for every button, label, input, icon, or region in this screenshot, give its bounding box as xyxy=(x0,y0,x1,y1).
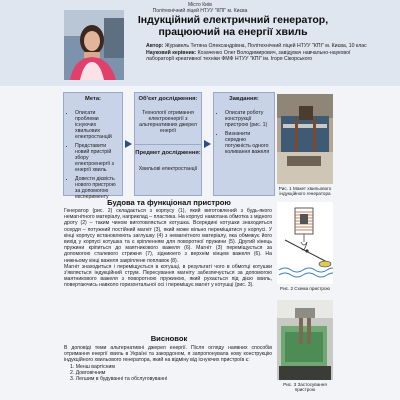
list-item: • Описати роботу конструкції пристрою (рис. 1) xyxy=(225,110,271,128)
author-photo xyxy=(64,10,124,80)
list-item: • Довести дієвість нового пристрою за допомогою експерименту xyxy=(75,176,119,200)
arrow-right-icon xyxy=(204,140,211,148)
school-label: Політехнічний ліцей НТУУ "КПІ" м. Києва xyxy=(152,8,248,14)
author-value: Журавель Тетяна Олександрівна, Політехнічний ліцей НТУУ "КПІ" м. Києва, 10 клас xyxy=(164,43,367,49)
conclusion-text xyxy=(64,345,272,382)
conclusion-intro: В доповіді теми альтернативні джерел енергії. Після огляду наявних способів отримання енергії хвиль в Україні та закордоном, я запропонувала нову конструкцію індукційного хвильового генератора, який на відміну від існуючих пристроїв є: xyxy=(64,345,272,364)
figure-1-image xyxy=(277,94,333,184)
goal-list xyxy=(64,110,122,200)
figure-2-diagram xyxy=(277,202,333,284)
tasks-list xyxy=(214,110,274,155)
list-item: • Визначити середню потужність одного коливання важеля xyxy=(225,131,271,155)
subject-title: Предмет дослідження: xyxy=(135,150,201,156)
supervisor-value: Козаченко Олег Володимирович, завідувач навчально-наукової лабораторії креативної техніки ФМФ НТУУ "КПІ" ім. Ігоря Сікорського xyxy=(146,50,351,63)
author-label: Автор: xyxy=(146,43,164,49)
structure-paragraph: Генератор (рис. 2) складається з корпусу (1), який виготовлений з будь-якого немагнітного матеріалу, наприклад – пластика. На корпусі намотана обмотка з мідного дроту (2) – таким чином виготовляється котушка. Всередині котушки знаходиться осердя – потужний постійний магніт (3), який може вільно переміщатися у корпусі. У кінці корпусу встановлюють заглушку (4) з немагнітного матеріалу, яка обмежує його вихід у корпусі котушка та є кріпленням для поворотної пружини (5). Другий кінець пружини кріпиться до маятникового важеля (6). Магніт (3) переміщується за допомогою сталевого стрижня (7), зідниюего з верхнім кінцем важеля (6). На нижньому кінці важеля закріплене поплавок (8). xyxy=(64,208,272,264)
conclusion-list xyxy=(64,364,272,383)
figure-1-caption: Рис. 1 Макет хвильового індукційного генератора xyxy=(278,186,332,197)
arrow-right-icon xyxy=(125,140,132,148)
object-text: Технології отримання електроенергії з альтернативних джерел енергії xyxy=(139,110,197,134)
city-label: Місто Київ xyxy=(188,2,212,8)
list-item: 3. Легшим в будуванні та обслуговуванні xyxy=(70,376,168,383)
object-subject-box xyxy=(134,92,202,196)
subject-text: Хвильові електростанції xyxy=(138,166,198,172)
poster-header xyxy=(0,0,400,86)
structure-text xyxy=(64,208,272,289)
list-item: 2. Довговічним xyxy=(70,369,106,376)
poster-title: Індукційний електричний генератор, працюючий на енергії хвиль xyxy=(137,14,329,38)
list-item: • Описати проблеми існуючих хвильових електростанцій xyxy=(75,110,119,140)
list-item: • Представити новий пристрій збору електроенергії з енергії хвиль xyxy=(75,143,119,173)
box-divider xyxy=(135,144,201,145)
structure-heading: Будова та функціонал пристрою xyxy=(107,198,231,207)
list-item: 1. Менш вартісним xyxy=(70,363,115,370)
figure-2-caption: Рис. 2 Схема пристрою xyxy=(280,286,330,291)
research-boxes xyxy=(63,92,275,200)
goal-title: Мета: xyxy=(85,96,101,102)
tasks-box xyxy=(213,92,275,196)
figure-3-caption: Рис. 3 Застосування пристрою xyxy=(283,382,327,393)
tasks-title: Завдання: xyxy=(229,96,259,102)
supervisor-label: Науковий керівник: xyxy=(146,50,197,57)
goal-box xyxy=(63,92,123,200)
conclusion-heading: Висновок xyxy=(150,334,188,343)
figure-3-image xyxy=(277,300,333,380)
author-info xyxy=(146,43,370,63)
structure-paragraph: Магніт знаходиться і переміщується в котушці, в результаті чого в обмотці котушки з'являється індукційний струм. Пересування магніту забезпечується за допомогою маятникового важеля з поворотною пружиною, який рухається під дією хвиль, повертаючись навколо горизонтальної осі і переміщує магніт у котушці (рис. 3). xyxy=(64,263,272,289)
object-title: Об'єкт дослідження: xyxy=(138,96,198,102)
